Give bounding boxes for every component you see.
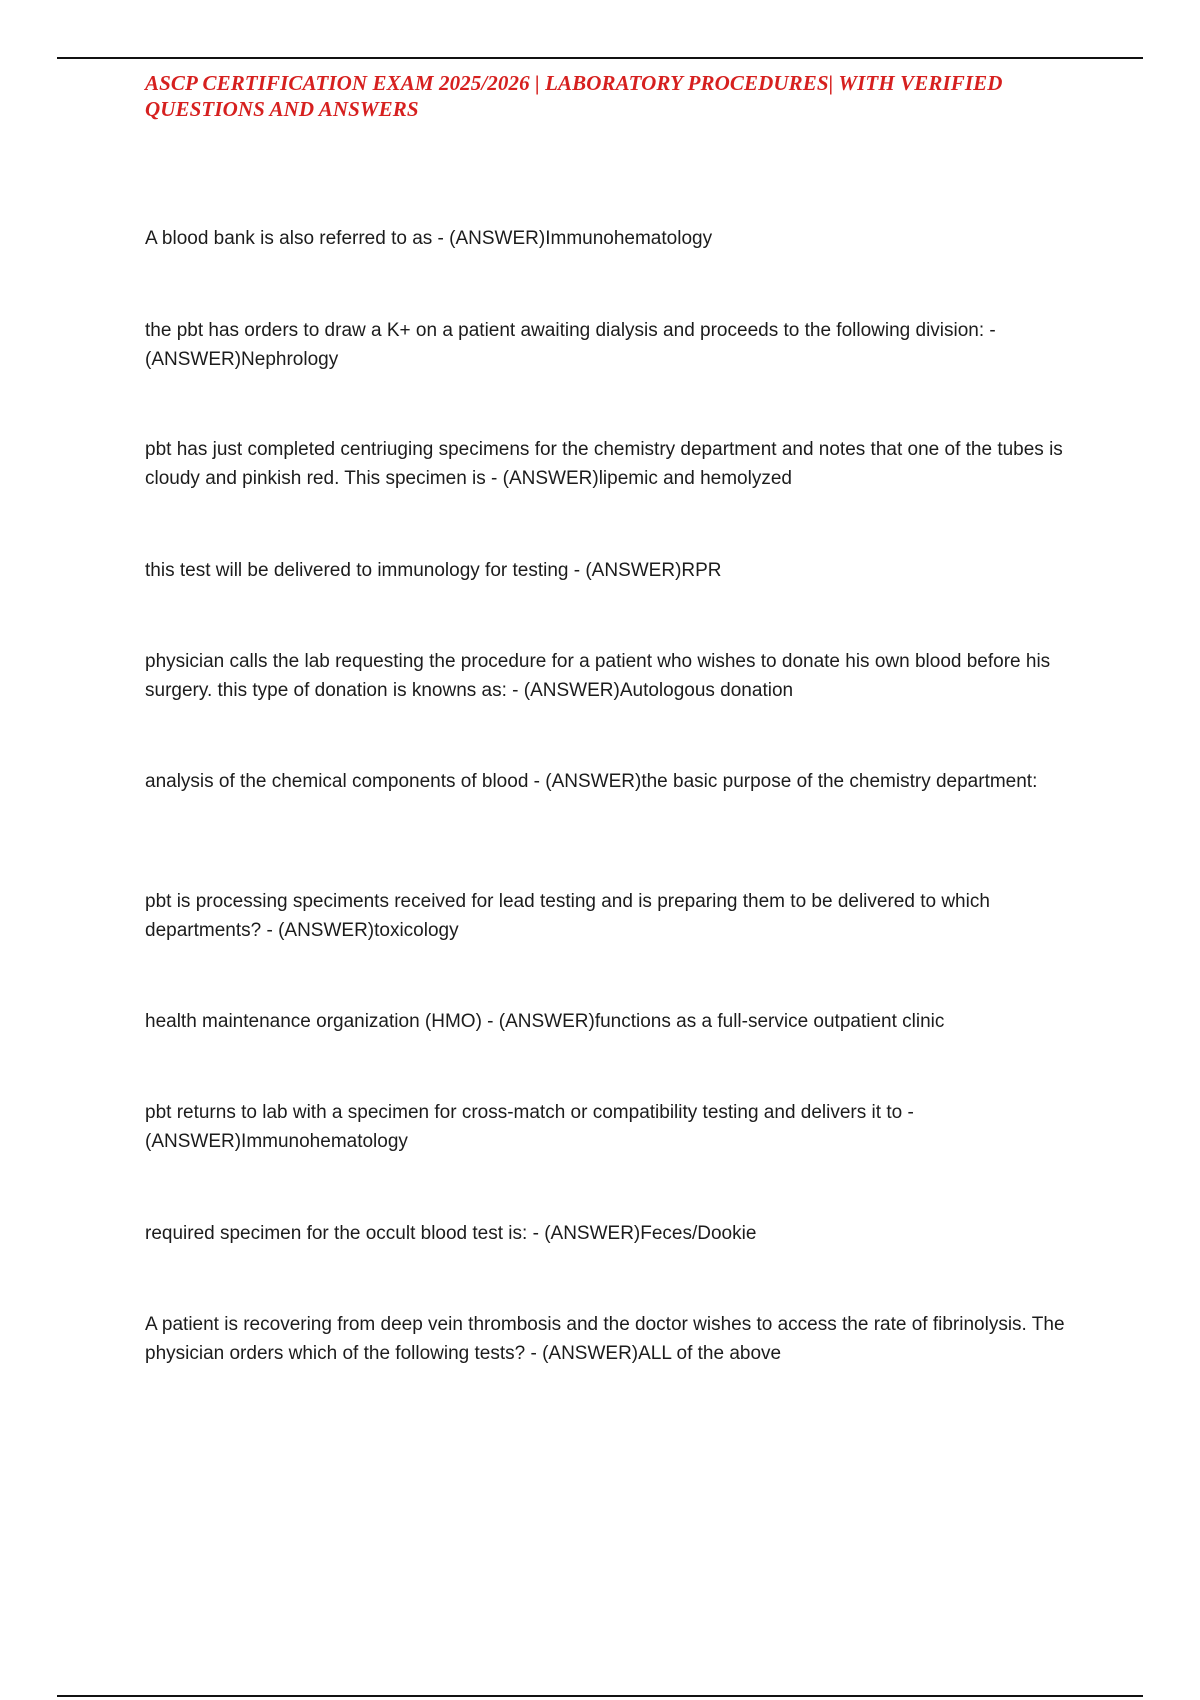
qa-entry-3: pbt has just completed centriuging specimens for the chemistry department and notes that one of the tubes is cloudy and pinkish red. This specimen is - (ANSWER)lipemic and hemolyzed [145,439,1063,489]
qa-entry-8: health maintenance organization (HMO) - (ANSWER)functions as a full-service outpatient clinic [145,1011,945,1032]
qa-entry-6: analysis of the chemical components of blood - (ANSWER)the basic purpose of the chemistry department: [145,771,1038,792]
qa-entry-4: this test will be delivered to immunology for testing - (ANSWER)RPR [145,560,722,581]
qa-entry-1: A blood bank is also referred to as - (ANSWER)Immunohematology [145,228,713,249]
qa-entry-7: pbt is processing speciments received for lead testing and is preparing them to be delivered to which departments? - (ANSWER)toxicology [145,891,990,941]
qa-entry-11: A patient is recovering from deep vein thrombosis and the doctor wishes to access the rate of fibrinolysis. The physician orders which of the following tests? - (ANSWER)ALL of the above [145,1314,1065,1364]
bottom-rule [57,1695,1143,1697]
qa-entry-2: the pbt has orders to draw a K+ on a patient awaiting dialysis and proceeds to the following division: - (ANSWER)Nephrology [145,320,996,370]
qa-entry-9: pbt returns to lab with a specimen for cross-match or compatibility testing and delivers it to - (ANSWER)Immunohematology [145,1102,914,1152]
document-title: ASCP CERTIFICATION EXAM 2025/2026 | LABORATORY PROCEDURES| WITH VERIFIED QUESTIONS AND ANSWERS [145,71,1003,121]
qa-entry-5: physician calls the lab requesting the procedure for a patient who wishes to donate his own blood before his surgery. this type of donation is knowns as: - (ANSWER)Autologous donation [145,651,1051,701]
qa-entry-10: required specimen for the occult blood test is: - (ANSWER)Feces/Dookie [145,1223,757,1244]
top-rule [57,57,1143,59]
